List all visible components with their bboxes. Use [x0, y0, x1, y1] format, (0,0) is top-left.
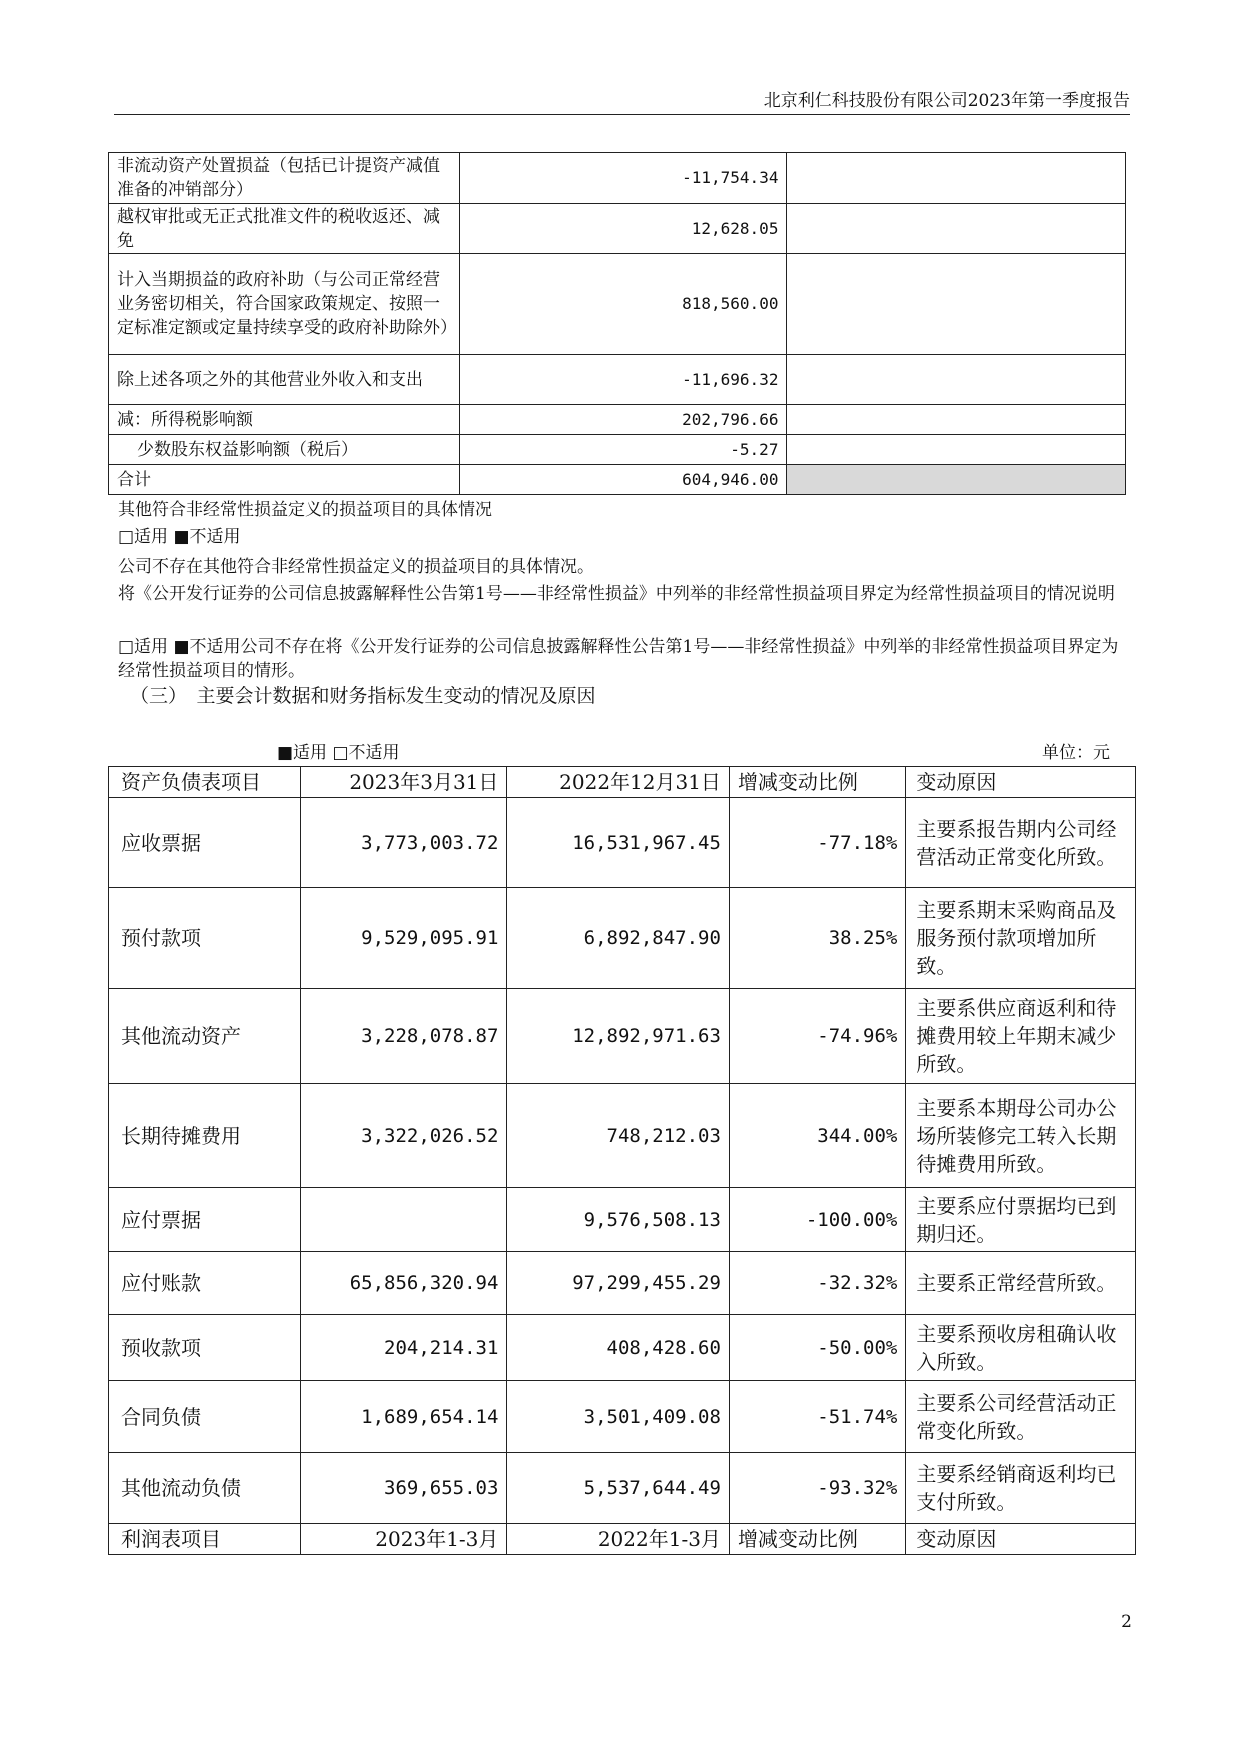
change-cell: -100.00% — [729, 1188, 905, 1252]
reason-cell: 主要系正常经营所致。 — [906, 1252, 1136, 1315]
prior-cell: 12,892,971.63 — [507, 989, 730, 1084]
row-label: 非流动资产处置损益（包括已计提资产减值准备的冲销部分） — [109, 153, 460, 204]
page-number: 2 — [1121, 1612, 1132, 1632]
current-cell: 1,689,654.14 — [300, 1381, 507, 1453]
change-cell: -50.00% — [729, 1315, 905, 1381]
change-cell: -51.74% — [729, 1381, 905, 1453]
prior-cell: 5,537,644.49 — [507, 1453, 730, 1524]
item-cell: 其他流动负债 — [109, 1453, 301, 1524]
table-row — [109, 1188, 1136, 1252]
reason-cell: 主要系经销商返利均已支付所致。 — [906, 1453, 1136, 1524]
table-row — [109, 204, 1126, 254]
row-amount: 604,946.00 — [459, 465, 787, 495]
reason-cell: 主要系公司经营活动正常变化所致。 — [906, 1381, 1136, 1453]
change-cell: -77.18% — [729, 798, 905, 888]
row-note — [787, 355, 1126, 405]
prior-cell: 9,576,508.13 — [507, 1188, 730, 1252]
table-row — [109, 989, 1136, 1084]
row-amount: 202,796.66 — [459, 405, 787, 435]
row-note — [787, 405, 1126, 435]
column-header: 2023年1-3月 — [300, 1524, 507, 1555]
row-note — [787, 254, 1126, 355]
item-cell: 预付款项 — [109, 888, 301, 989]
change-cell: -32.32% — [729, 1252, 905, 1315]
change-cell: -74.96% — [729, 989, 905, 1084]
column-header: 资产负债表项目 — [109, 767, 301, 798]
item-cell: 应付票据 — [109, 1188, 301, 1252]
row-amount: 12,628.05 — [459, 204, 787, 254]
item-cell: 应收票据 — [109, 798, 301, 888]
column-header: 利润表项目 — [109, 1524, 301, 1555]
column-header: 变动原因 — [906, 767, 1136, 798]
table-row — [109, 153, 1126, 204]
header-rule — [114, 114, 1130, 115]
current-cell: 65,856,320.94 — [300, 1252, 507, 1315]
table-row — [109, 888, 1136, 989]
table-row — [109, 405, 1126, 435]
current-cell — [300, 1188, 507, 1252]
row-amount: 818,560.00 — [459, 254, 787, 355]
current-cell: 3,773,003.72 — [300, 798, 507, 888]
column-header: 2022年12月31日 — [507, 767, 730, 798]
prior-cell: 97,299,455.29 — [507, 1252, 730, 1315]
prior-cell: 408,428.60 — [507, 1315, 730, 1381]
item-cell: 长期待摊费用 — [109, 1084, 301, 1188]
column-header: 增减变动比例 — [729, 1524, 905, 1555]
item-cell: 应付账款 — [109, 1252, 301, 1315]
reason-cell: 主要系期末采购商品及服务预付款项增加所致。 — [906, 888, 1136, 989]
column-header: 2022年1-3月 — [507, 1524, 730, 1555]
prior-cell: 16,531,967.45 — [507, 798, 730, 888]
row-label: 少数股东权益影响额（税后） — [109, 435, 460, 465]
paragraph: 将《公开发行证券的公司信息披露解释性公告第1号——非经常性损益》中列举的非经常性损益项目界定为经常性损益项目的情况说明 — [118, 584, 1115, 604]
column-header: 2023年3月31日 — [300, 767, 507, 798]
report-header: 北京利仁科技股份有限公司2023年第一季度报告 — [763, 91, 1130, 111]
change-cell: 344.00% — [729, 1084, 905, 1188]
table-row-total — [109, 465, 1126, 495]
paragraph: 公司不存在其他符合非经常性损益定义的损益项目的具体情况。 — [118, 557, 594, 577]
table-row — [109, 254, 1126, 355]
item-cell: 其他流动资产 — [109, 989, 301, 1084]
reason-cell: 主要系应付票据均已到期归还。 — [906, 1188, 1136, 1252]
section-title: （三） 主要会计数据和财务指标发生变动的情况及原因 — [130, 685, 596, 707]
item-cell: 预收款项 — [109, 1315, 301, 1381]
current-cell: 3,322,026.52 — [300, 1084, 507, 1188]
table-row — [109, 435, 1126, 465]
non-recurring-table — [108, 152, 1126, 495]
row-label: 除上述各项之外的其他营业外收入和支出 — [109, 355, 460, 405]
table-row — [109, 1381, 1136, 1453]
row-label: 计入当期损益的政府补助（与公司正常经营业务密切相关，符合国家政策规定、按照一定标准定额或定量持续享受的政府补助除外） — [109, 254, 460, 355]
reason-cell: 主要系供应商返利和待摊费用较上年期末减少所致。 — [906, 989, 1136, 1084]
row-note — [787, 435, 1126, 465]
row-label: 越权审批或无正式批准文件的税收返还、减免 — [109, 204, 460, 254]
row-note — [787, 204, 1126, 254]
balance-change-table — [108, 766, 1136, 1555]
change-cell: -93.32% — [729, 1453, 905, 1524]
row-amount: -5.27 — [459, 435, 787, 465]
current-cell: 204,214.31 — [300, 1315, 507, 1381]
reason-cell: 主要系本期母公司办公场所装修完工转入长期待摊费用所致。 — [906, 1084, 1136, 1188]
row-label: 减：所得税影响额 — [109, 405, 460, 435]
unit-label: 单位：元 — [1042, 743, 1110, 763]
row-note — [787, 465, 1126, 495]
current-cell: 369,655.03 — [300, 1453, 507, 1524]
table-header-row — [109, 1524, 1136, 1555]
row-amount: -11,754.34 — [459, 153, 787, 204]
column-header: 增减变动比例 — [729, 767, 905, 798]
reason-cell: 主要系报告期内公司经营活动正常变化所致。 — [906, 798, 1136, 888]
current-cell: 3,228,078.87 — [300, 989, 507, 1084]
row-label: 合计 — [109, 465, 460, 495]
current-cell: 9,529,095.91 — [300, 888, 507, 989]
row-note — [787, 153, 1126, 204]
table-row — [109, 1252, 1136, 1315]
prior-cell: 6,892,847.90 — [507, 888, 730, 989]
table-row — [109, 798, 1136, 888]
item-cell: 合同负债 — [109, 1381, 301, 1453]
table-row — [109, 1084, 1136, 1188]
table-header-row — [109, 767, 1136, 798]
reason-cell: 主要系预收房租确认收入所致。 — [906, 1315, 1136, 1381]
table-row — [109, 355, 1126, 405]
applicability-line: □适用 ■不适用 — [118, 527, 241, 547]
table-row — [109, 1315, 1136, 1381]
applicability-line: ■适用 □不适用 — [277, 743, 400, 763]
table-row — [109, 1453, 1136, 1524]
prior-cell: 748,212.03 — [507, 1084, 730, 1188]
row-amount: -11,696.32 — [459, 355, 787, 405]
paragraph: 其他符合非经常性损益定义的损益项目的具体情况 — [118, 500, 492, 520]
paragraph: □适用 ■不适用公司不存在将《公开发行证券的公司信息披露解释性公告第1号——非经常性损益》中列举的非经常性损益项目界定为经常性损益项目的情形。 — [118, 637, 1119, 681]
prior-cell: 3,501,409.08 — [507, 1381, 730, 1453]
column-header: 变动原因 — [906, 1524, 1136, 1555]
change-cell: 38.25% — [729, 888, 905, 989]
